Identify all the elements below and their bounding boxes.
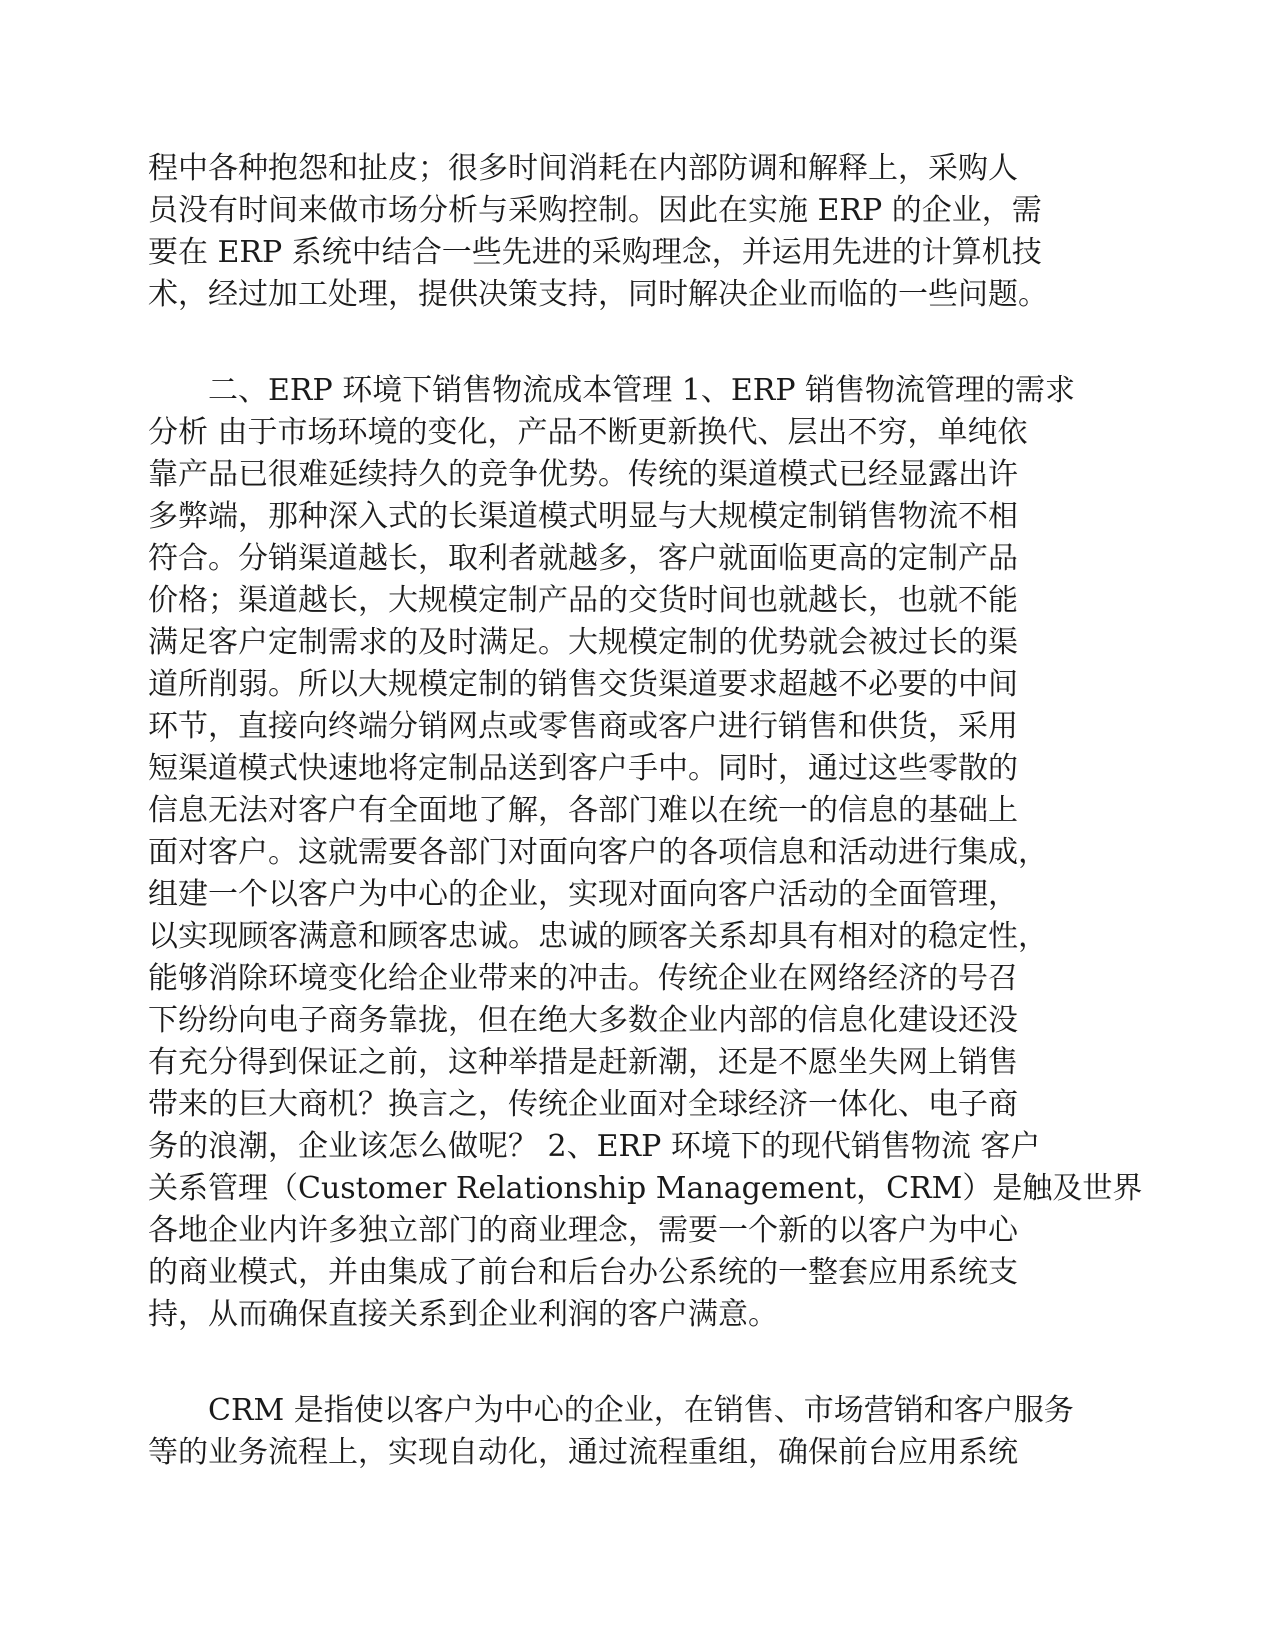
- text-line: 持，从而确保直接关系到企业利润的客户满意。: [148, 1297, 778, 1332]
- text-line: 的商业模式，并由集成了前台和后台办公系统的一整套应用系统支: [148, 1255, 1018, 1290]
- text-line: 分析 由于市场环境的变化，产品不断更新换代、层出不穷，单纯依: [148, 415, 1028, 450]
- text-line: 二、ERP 环境下销售物流成本管理 1、ERP 销售物流管理的需求: [148, 373, 1076, 408]
- text-line: 价格；渠道越长，大规模定制产品的交货时间也就越长，也就不能: [148, 583, 1018, 618]
- text-line: 满足客户定制需求的及时满足。大规模定制的优势就会被过长的渠: [148, 625, 1018, 660]
- text-line: 符合。分销渠道越长，取利者就越多，客户就面临更高的定制产品: [148, 541, 1018, 576]
- text-line: 信息无法对客户有全面地了解，各部门难以在统一的信息的基础上: [148, 793, 1018, 828]
- text-line: 各地企业内许多独立部门的商业理念，需要一个新的以客户为中心: [148, 1213, 1018, 1248]
- text-line: 短渠道模式快速地将定制品送到客户手中。同时，通过这些零散的: [148, 751, 1018, 786]
- text-line: 能够消除环境变化给企业带来的冲击。传统企业在网络经济的号召: [148, 961, 1018, 996]
- text-line: 组建一个以客户为中心的企业，实现对面向客户活动的全面管理，: [148, 877, 1018, 912]
- paragraph-sales-logistics: [148, 370, 1143, 1336]
- text-line: 带来的巨大商机？换言之，传统企业面对全球经济一体化、电子商: [148, 1087, 1018, 1122]
- text-line: 下纷纷向电子商务靠拢，但在绝大多数企业内部的信息化建设还没: [148, 1003, 1018, 1038]
- text-line: 务的浪潮，企业该怎么做呢？ 2、ERP 环境下的现代销售物流 客户: [148, 1129, 1041, 1164]
- text-line: CRM 是指使以客户为中心的企业，在销售、市场营销和客户服务: [148, 1393, 1074, 1428]
- paragraph-procurement: [148, 148, 1098, 316]
- text-line: 面对客户。这就需要各部门对面向客户的各项信息和活动进行集成，: [148, 835, 1048, 870]
- text-line: 多弊端，那种深入式的长渠道模式明显与大规模定制销售物流不相: [148, 499, 1018, 534]
- paragraph-crm: [148, 1390, 1098, 1474]
- text-line: 靠产品已很难延续持久的竞争优势。传统的渠道模式已经显露出许: [148, 457, 1018, 492]
- text-line: 等的业务流程上，实现自动化，通过流程重组，确保前台应用系统: [148, 1435, 1018, 1470]
- text-line: 关系管理（Customer Relationship Management，CRM）是触及世界: [148, 1171, 1143, 1206]
- text-line: 程中各种抱怨和扯皮；很多时间消耗在内部防调和解释上，采购人: [148, 151, 1018, 186]
- paragraph-spacer: [148, 316, 1098, 370]
- paragraph-spacer: [148, 1336, 1098, 1390]
- text-line: 道所削弱。所以大规模定制的销售交货渠道要求超越不必要的中间: [148, 667, 1018, 702]
- document-page: [148, 148, 1143, 1474]
- text-line: 以实现顾客满意和顾客忠诚。忠诚的顾客关系却具有相对的稳定性，: [148, 919, 1048, 954]
- text-line: 有充分得到保证之前，这种举措是赶新潮，还是不愿坐失网上销售: [148, 1045, 1018, 1080]
- text-line: 员没有时间来做市场分析与采购控制。因此在实施 ERP 的企业，需: [148, 193, 1042, 228]
- text-line: 要在 ERP 系统中结合一些先进的采购理念，并运用先进的计算机技: [148, 235, 1042, 270]
- text-line: 术，经过加工处理，提供决策支持，同时解决企业而临的一些问题。: [148, 277, 1048, 312]
- text-line: 环节，直接向终端分销网点或零售商或客户进行销售和供货，采用: [148, 709, 1018, 744]
